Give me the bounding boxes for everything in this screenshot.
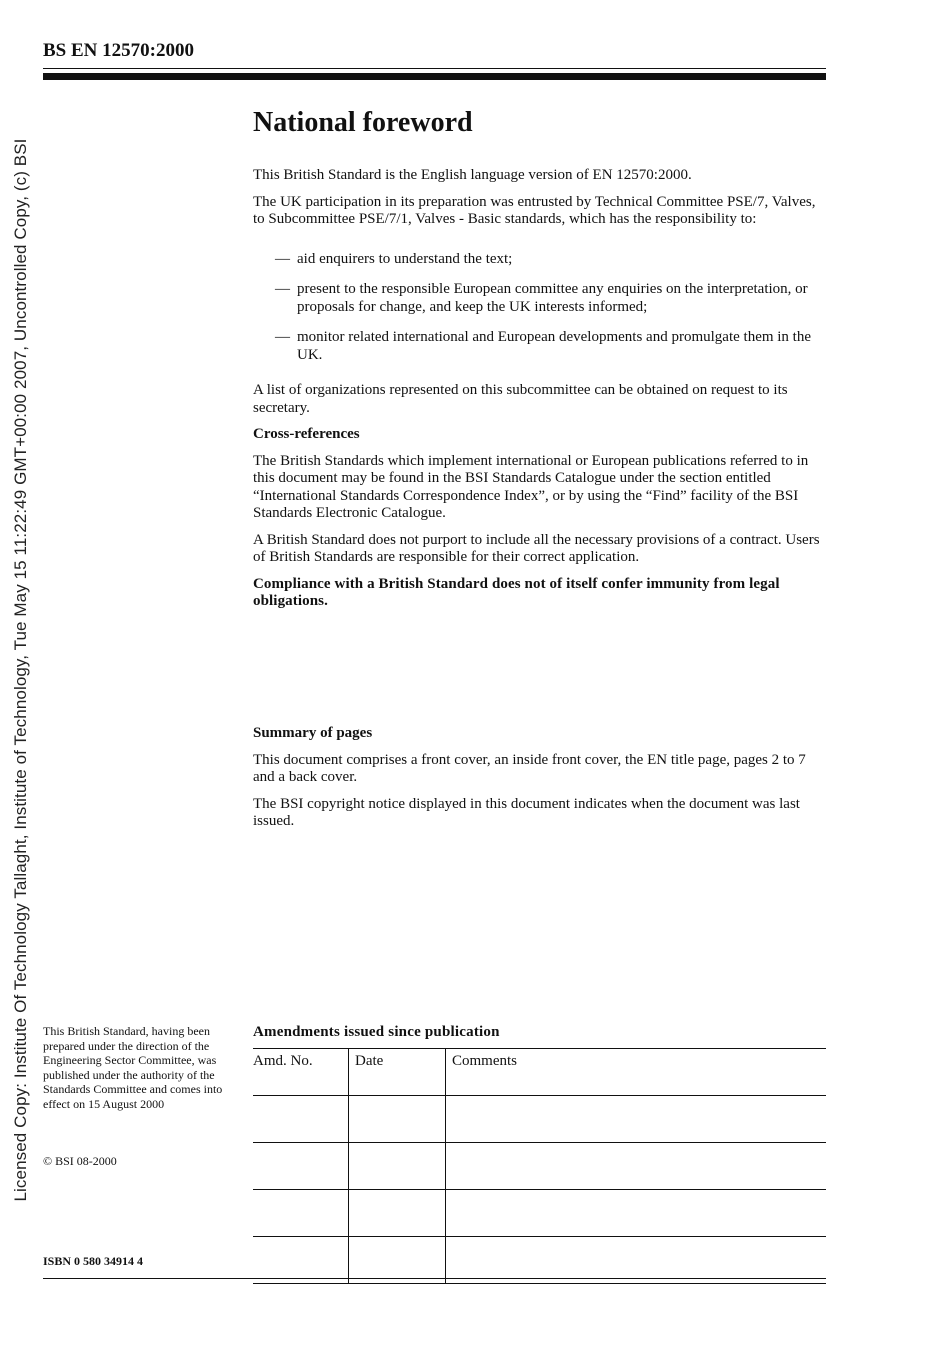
table-cell xyxy=(349,1237,446,1284)
foreword-section xyxy=(253,105,828,620)
list-item-text: present to the responsible European committee any enquiries on the interpretation, or proposals for change, and keep the UK interests informed; xyxy=(297,281,808,315)
amendments-title: Amendments issued since publication xyxy=(253,1024,500,1040)
responsibility-list xyxy=(253,251,828,365)
table-header-row xyxy=(253,1049,826,1096)
table-cell xyxy=(253,1096,349,1143)
table-row xyxy=(253,1096,826,1143)
foreword-paragraph-2: The UK participation in its preparation was entrusted by Technical Committee PSE/7, Valves, to Subcommittee PSE/7/1, Valves - Basic standards, which has the responsibility to: xyxy=(253,193,816,227)
table-cell xyxy=(446,1237,827,1284)
table-cell xyxy=(446,1096,827,1143)
footer-rule-left xyxy=(43,1278,253,1279)
column-header-comments: Comments xyxy=(446,1049,827,1096)
table-cell xyxy=(349,1143,446,1190)
summary-section xyxy=(253,725,828,840)
cross-references-heading: Cross-references xyxy=(253,426,360,442)
compliance-statement: Compliance with a British Standard does not of itself confer immunity from legal obligations. xyxy=(253,575,780,609)
column-header-amd-no: Amd. No. xyxy=(253,1049,349,1096)
table-cell xyxy=(349,1096,446,1143)
publication-note: This British Standard, having been prepared under the direction of the Engineering Sector Committee, was published under the authority of the Standards Committee and comes into effect on 15 August 2000 xyxy=(43,1024,223,1111)
list-item xyxy=(253,281,828,316)
copyright-notice: © BSI 08-2000 xyxy=(43,1154,117,1168)
summary-paragraph-1: This document comprises a front cover, an inside front cover, the EN title page, pages 2 to 7 and a back cover. xyxy=(253,751,806,785)
list-item-text: aid enquirers to understand the text; xyxy=(297,250,513,267)
summary-heading: Summary of pages xyxy=(253,725,373,741)
isbn: ISBN 0 580 34914 4 xyxy=(43,1254,144,1268)
dash-bullet: — xyxy=(275,281,290,297)
table-cell xyxy=(253,1237,349,1284)
amendments-table xyxy=(253,1048,826,1284)
table-row xyxy=(253,1237,826,1284)
list-item xyxy=(253,329,828,364)
table-row xyxy=(253,1190,826,1237)
foreword-paragraph-3: A list of organizations represented on this subcommittee can be obtained on request to its secretary. xyxy=(253,382,788,416)
dash-bullet: — xyxy=(275,329,290,345)
table-cell xyxy=(253,1143,349,1190)
summary-paragraph-2: The BSI copyright notice displayed in this document indicates when the document was last issued. xyxy=(253,795,800,829)
table-cell xyxy=(446,1190,827,1237)
cross-references-paragraph: The British Standards which implement international or European publications referred to in this document may be found in the BSI Standards Catalogue under the section entitled “International Standards Correspondence Index”, or by using the “Find” facility of the BSI Standards Electronic Catalogue. xyxy=(253,452,809,521)
list-item xyxy=(253,251,828,269)
footer-rule xyxy=(253,1278,826,1279)
page-title: National foreword xyxy=(253,107,473,138)
column-header-date: Date xyxy=(349,1049,446,1096)
list-item-text: monitor related international and European developments and promulgate them in the UK. xyxy=(297,329,812,363)
table-row xyxy=(253,1143,826,1190)
table-cell xyxy=(349,1190,446,1237)
table-cell xyxy=(446,1143,827,1190)
dash-bullet: — xyxy=(275,250,290,267)
provisions-paragraph: A British Standard does not purport to include all the necessary provisions of a contract. Users of British Standards are responsible for their correct application. xyxy=(253,531,820,565)
table-cell xyxy=(253,1190,349,1237)
foreword-paragraph-1: This British Standard is the English language version of EN 12570:2000. xyxy=(253,167,692,183)
header-rule-thin xyxy=(43,68,826,69)
document-id: BS EN 12570:2000 xyxy=(43,40,194,61)
license-watermark: Licensed Copy: Institute Of Technology Tallaght, Institute of Technology, Tue May 15 11:22:49 GMT+00:00 2007, Uncontrolled Copy, (c) BSI xyxy=(11,138,30,1202)
header-rule-thick xyxy=(43,73,826,80)
